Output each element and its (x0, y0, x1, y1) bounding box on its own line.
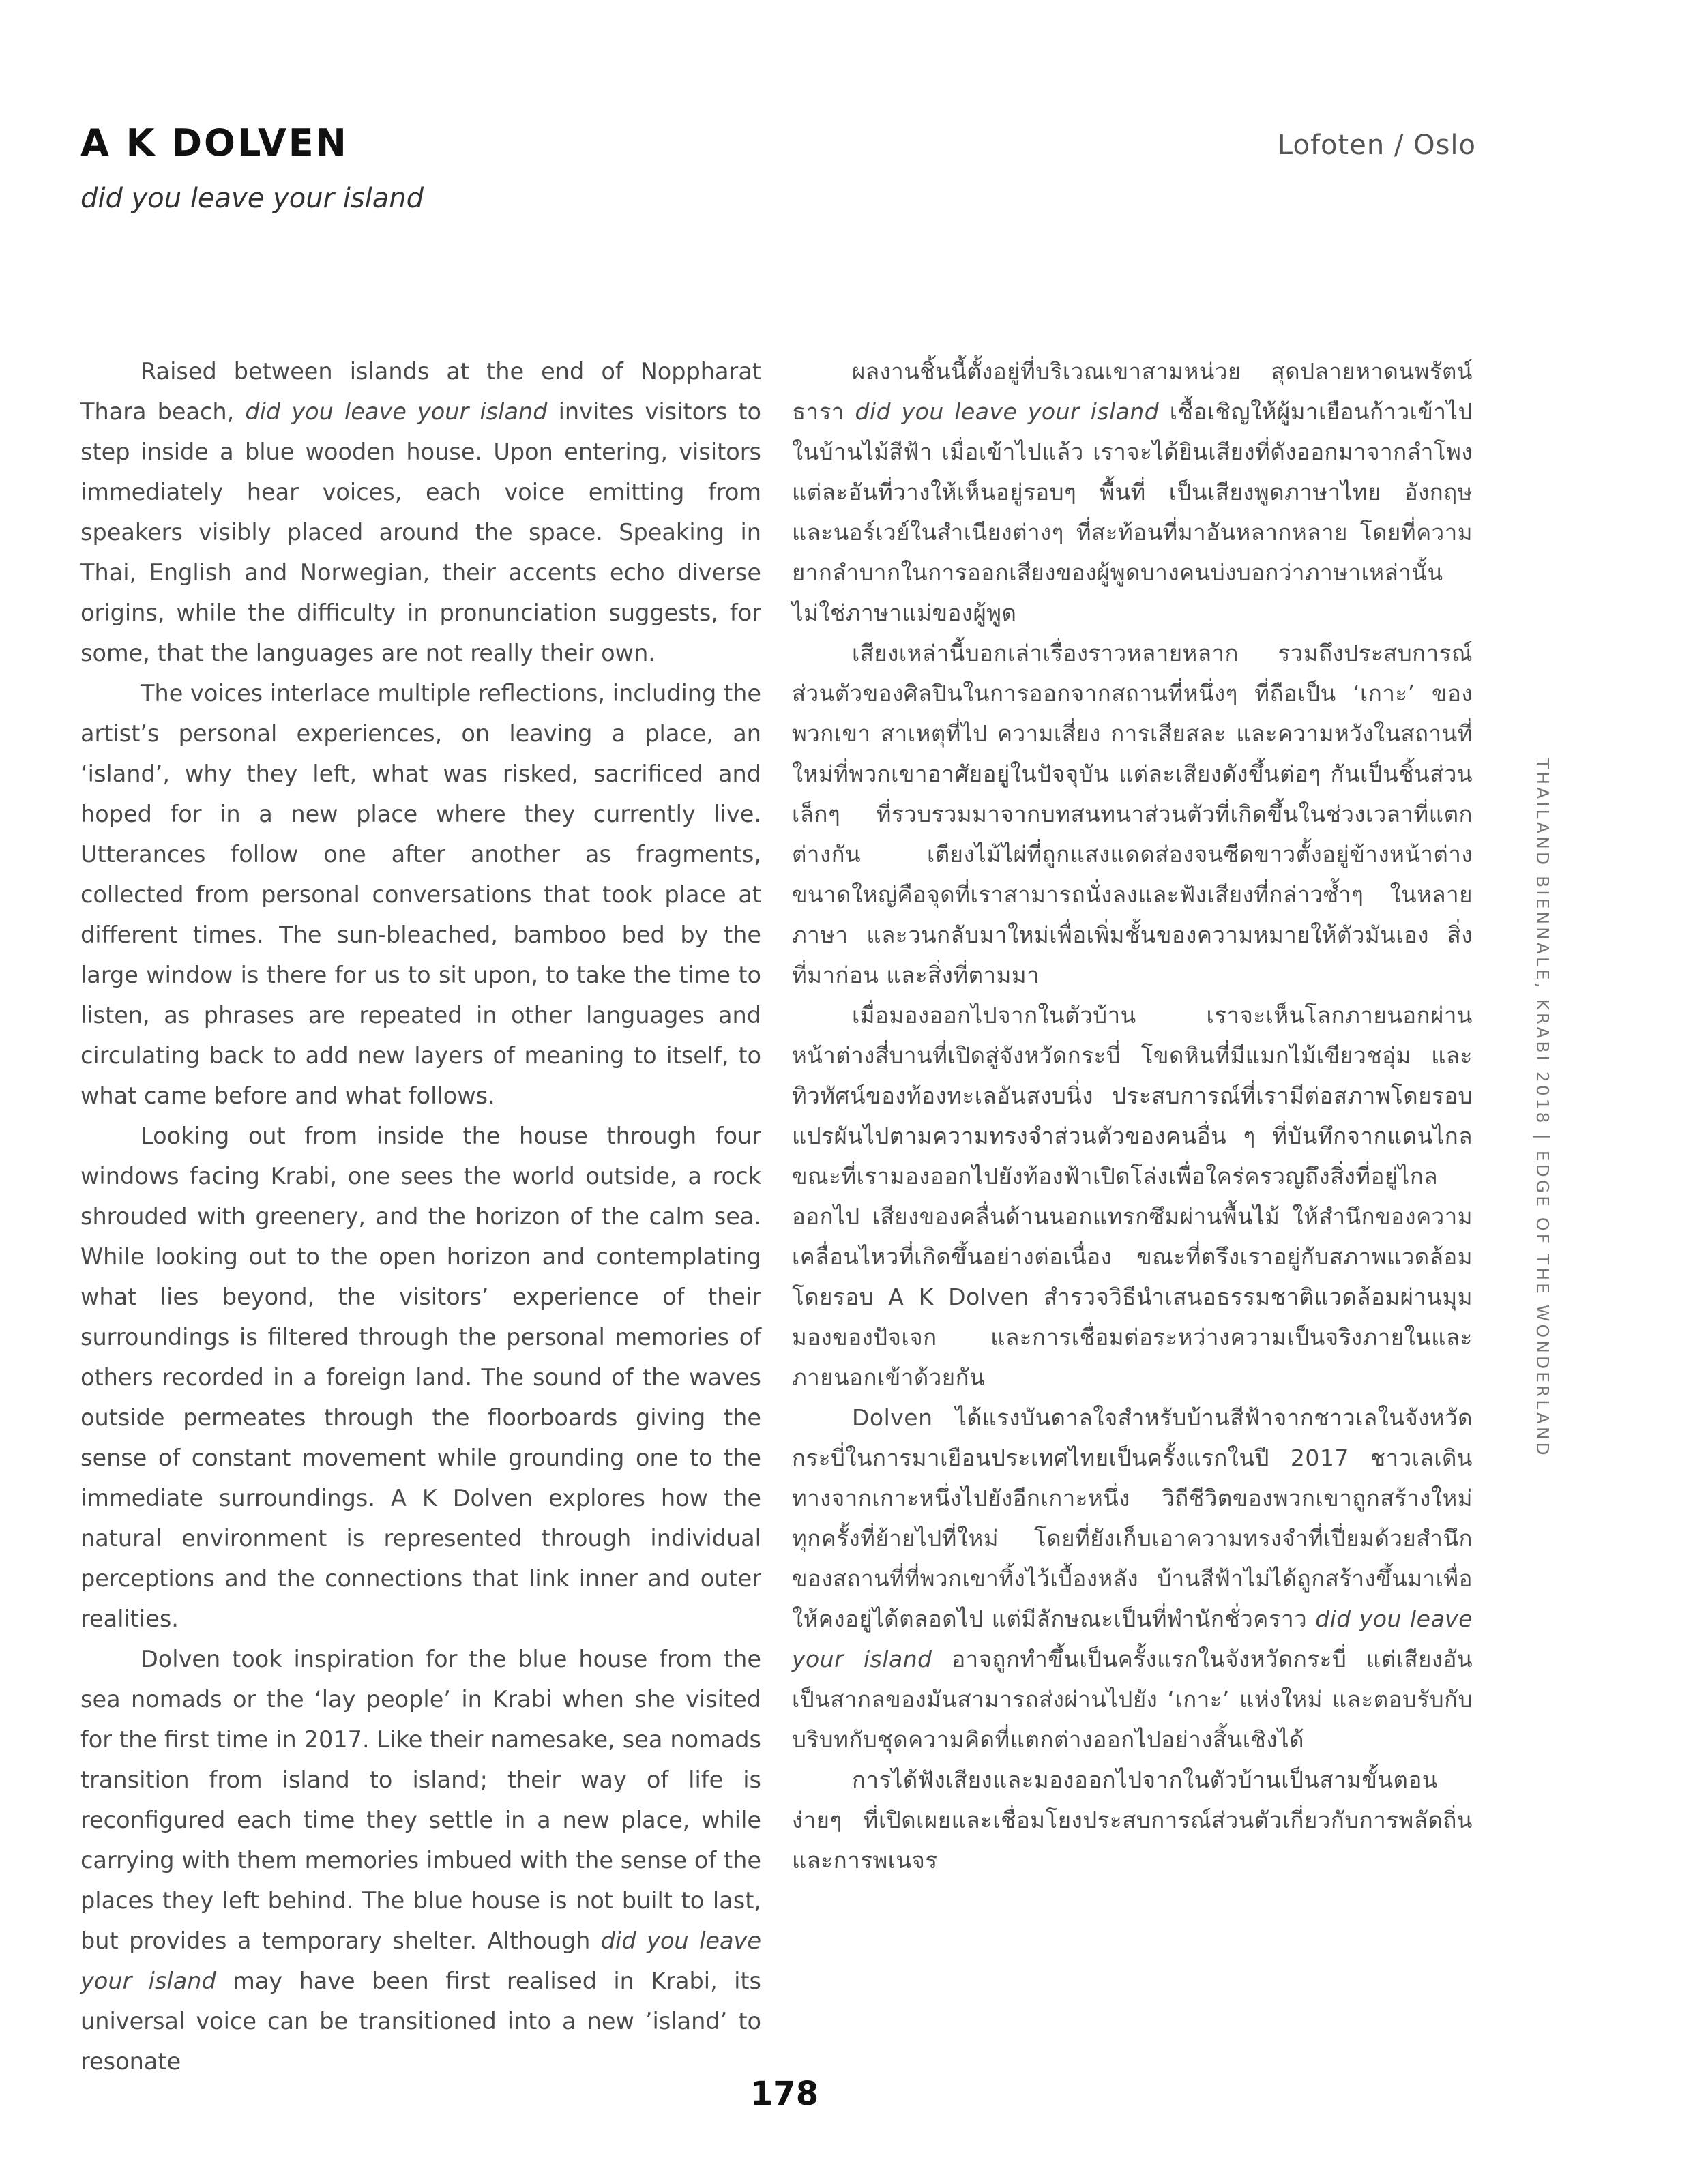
english-paragraph-1: Raised between islands at the end of Noppharat Thara beach, did you leave your island invites visitors to step inside a blue wooden house. Upon entering, visitors immediately hear voices, each voice emitting from speakers visibly placed around the space. Speaking in Thai, English and Norwegian, their accents echo diverse origins, while the difficulty in pronunciation suggests, for some, that the languages are not really their own. (80, 358, 762, 666)
english-paragraph-4: Dolven took inspiration for the blue house from the sea nomads or the ‘lay people’ in Krabi when she visited for the first time in 2017. Like their namesake, sea nomads transition from island to island; their way of life is reconfigured each time they settle in a new place, while carrying with them memories imbued with the sense of the places they left behind. The blue house is not built to last, but provides a temporary shelter. Although did you leave your island may have been first realised in Krabi, its universal voice can be transitioned into a new ’island’ to resonate (80, 1646, 761, 2075)
artwork-title: did you leave your island (80, 183, 424, 214)
thai-paragraph-1: ผลงานชิ้นนี้ตั้งอยู่ที่บริเวณเขาสามหน่วย สุดปลายหาดนพรัตน์ธารา did you leave your island เชื้อเชิญให้ผู้มาเยือนก้าวเข้าไปในบ้านไม้สีฟ้า เมื่อเข้าไปแล้ว เราจะได้ยินเสียงที่ดังออกมาจากลำโพงแต่ละอันที่วางให้เห็นอยู่รอบๆ พื้นที่ เป็นเสียงพูดภาษาไทย อังกฤษ และนอร์เวย์ในสำเนียงต่างๆ ที่สะท้อนที่มาอันหลากหลาย โดยที่ความยากลำบากในการออกเสียงของผู้พูดบางคนบ่งบอกว่าภาษาเหล่านั้นไม่ใช่ภาษาแม่ของผู้พูด (792, 358, 1473, 626)
page-number: 178 (750, 2075, 819, 2113)
english-text-column (80, 351, 761, 2082)
thai-text-column (792, 351, 1473, 1880)
artwork-title-inline: did you leave your island (80, 1927, 761, 1994)
thai-paragraph-3: เมื่อมองออกไปจากในตัวบ้าน เราจะเห็นโลกภายนอกผ่านหน้าต่างสี่บานที่เปิดสู่จังหวัดกระบี่ โขดหินที่มีแมกไม้เขียวชอุ่ม และทิวทัศน์ของท้องทะเลอันสงบนิ่ง ประสบการณ์ที่เรามีต่อสภาพโดยรอบแปรผันไปตามความทรงจำส่วนตัวของคนอื่น ๆ ที่บันทึกจากแดนไกล ขณะที่เรามองออกไปยังท้องฟ้าเปิดโล่งเพื่อใคร่ครวญถึงสิ่งที่อยู่ไกลออกไป เสียงของคลื่นด้านนอกแทรกซึมผ่านพื้นไม้ ให้สำนึกของความเคลื่อนไหวที่เกิดขึ้นอย่างต่อเนื่อง ขณะที่ตรึงเราอยู่กับสภาพแวดล้อมโดยรอบ A K Dolven สำรวจวิธีนำเสนอธรรมชาติแวดล้อมผ่านมุมมองของปัจเจก และการเชื่อมต่อระหว่างความเป็นจริงภายในและภายนอกเข้าด้วยกัน (792, 1002, 1473, 1391)
thai-paragraph-5: การได้ฟังเสียงและมองออกไปจากในตัวบ้านเป็นสามขั้นตอนง่ายๆ ที่เปิดเผยและเชื่อมโยงประสบการณ์ส่วนตัวเกี่ยวกับการพลัดถิ่นและการพเนจร (792, 1766, 1473, 1874)
thai-paragraph-2: เสียงเหล่านี้บอกเล่าเรื่องราวหลายหลาก รวมถึงประสบการณ์ส่วนตัวของศิลปินในการออกจากสถานที่หนึ่งๆ ที่ถือเป็น ‘เกาะ’ ของพวกเขา สาเหตุที่ไป ความเสี่ยง การเสียสละ และความหวังในสถานที่ใหม่ที่พวกเขาอาศัยอยู่ในปัจจุบัน แต่ละเสียงดังขึ้นต่อๆ กันเป็นชิ้นส่วนเล็กๆ ที่รวบรวมมาจากบทสนทนาส่วนตัวที่เกิดขึ้นในช่วงเวลาที่แตกต่างกัน เตียงไม้ไผ่ที่ถูกแสงแดดส่องจนซีดขาวตั้งอยู่ข้างหน้าต่างขนาดใหญ่คือจุดที่เราสามารถนั่งลงและฟังเสียงที่กล่าวซ้ำๆ ในหลายภาษา และวนกลับมาใหม่เพื่อเพิ่มชั้นของความหมายให้ตัวมันเอง สิ่งที่มาก่อน และสิ่งที่ตามมา (792, 640, 1473, 988)
thai-paragraph-4: Dolven ได้แรงบันดาลใจสำหรับบ้านสีฟ้าจากชาวเลในจังหวัดกระบี่ในการมาเยือนประเทศไทยเป็นครั้งแรกในปี 2017 ชาวเลเดินทางจากเกาะหนึ่งไปยังอีกเกาะหนึ่ง วิถีชีวิตของพวกเขาถูกสร้างใหม่ทุกครั้งที่ย้ายไปที่ใหม่ โดยที่ยังเก็บเอาความทรงจำที่เปี่ยมด้วยสำนึกของสถานที่ที่พวกเขาทิ้งไว้เบื้องหลัง บ้านสีฟ้าไม่ได้ถูกสร้างขึ้นมาเพื่อให้คงอยู่ได้ตลอดไป แต่มีลักษณะเป็นที่พำนักชั่วคราว did you leave your island อาจถูกทำขึ้นเป็นครั้งแรกในจังหวัดกระบี่ แต่เสียงอันเป็นสากลของมันสามารถส่งผ่านไปยัง ‘เกาะ’ แห่งใหม่ และตอบรับกับบริบทกับชุดความคิดที่แตกต่างออกไปอย่างสิ้นเชิงได้ (792, 1404, 1473, 1753)
artwork-title-inline: did you leave your island (792, 1606, 1473, 1672)
english-paragraph-3: Looking out from inside the house through four windows facing Krabi, one sees the world outside, a rock shrouded with greenery, and the horizon of the calm sea. While looking out to the open horizon and contemplating what lies beyond, the visitors’ experience of their surroundings is filtered through the personal memories of others recorded in a foreign land. The sound of the waves outside permeates through the floorboards giving the sense of constant movement while grounding one to the immediate surroundings. A K Dolven explores how the natural environment is represented through individual perceptions and the connections that link inner and outer realities. (80, 1123, 761, 1632)
artwork-title-inline: did you leave your island (855, 398, 1160, 425)
artwork-title-inline: did you leave your island (245, 398, 548, 425)
artist-name: A K DOLVEN (80, 121, 349, 164)
artist-location: Lofoten / Oslo (1277, 130, 1476, 161)
side-running-caption: THAILAND BIENNALE, KRABI 2018 | EDGE OF THE WONDERLAND (1533, 758, 1552, 1458)
english-paragraph-2: The voices interlace multiple reflections, including the artist’s personal experiences, on leaving a place, an ‘island’, why they left, what was risked, sacrificed and hoped for in a new place where they currently live. Utterances follow one after another as fragments, collected from personal conversations that took place at different times. The sun-bleached, bamboo bed by the large window is there for us to sit upon, to take the time to listen, as phrases are repeated in other languages and circulating back to add new layers of meaning to itself, to what came before and what follows. (80, 680, 761, 1109)
